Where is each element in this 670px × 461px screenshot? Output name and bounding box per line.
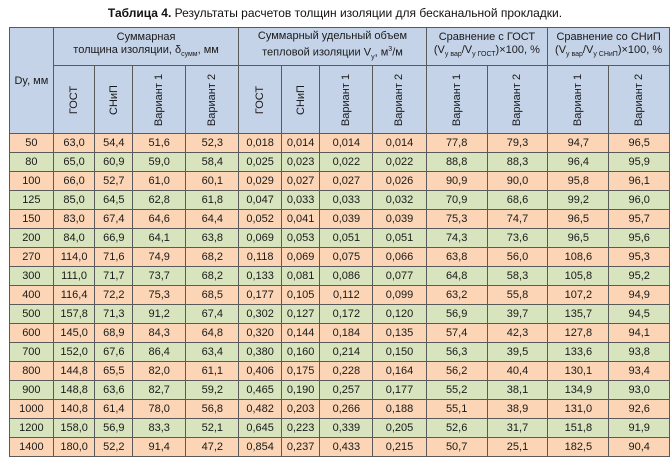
table-cell: 0,118 <box>239 248 281 267</box>
table-cell: 0,014 <box>281 134 319 153</box>
table-cell: 38,9 <box>487 400 547 419</box>
table-cell: 67,4 <box>95 210 133 229</box>
table-cell: 0,069 <box>239 229 281 248</box>
cell-dy: 200 <box>10 229 54 248</box>
table-cell: 0,223 <box>281 419 319 438</box>
table-row <box>10 153 670 172</box>
table-cell: 0,086 <box>320 267 373 286</box>
table-cell: 0,433 <box>320 438 373 457</box>
cell-dy: 80 <box>10 153 54 172</box>
cell-dy: 400 <box>10 286 54 305</box>
cell-dy: 1400 <box>10 438 54 457</box>
table-cell: 144,8 <box>53 362 95 381</box>
table-cell: 0,029 <box>239 172 281 191</box>
table-cell: 92,6 <box>609 400 670 419</box>
table-cell: 52,1 <box>186 419 239 438</box>
table-cell: 70,9 <box>426 191 487 210</box>
table-cell: 88,8 <box>426 153 487 172</box>
table-cell: 0,051 <box>320 229 373 248</box>
table-cell: 0,041 <box>281 210 319 229</box>
table-cell: 73,7 <box>133 267 186 286</box>
table-cell: 0,051 <box>373 229 426 248</box>
table-row <box>10 134 670 153</box>
table-cell: 0,023 <box>281 153 319 172</box>
table-cell: 0,018 <box>239 134 281 153</box>
table-cell: 83,3 <box>133 419 186 438</box>
table-cell: 0,214 <box>320 343 373 362</box>
header-total-thickness: Суммарная толщина изоляции, $\delta_{сумм}$, мм <box>53 28 239 66</box>
table-cell: 56,8 <box>186 400 239 419</box>
table-cell: 86,4 <box>133 343 186 362</box>
table-cell: 96,0 <box>609 191 670 210</box>
table-cell: 40,4 <box>487 362 547 381</box>
table-row <box>10 210 670 229</box>
table-cell: 0,014 <box>373 134 426 153</box>
cell-dy: 50 <box>10 134 54 153</box>
table-cell: 0,172 <box>320 305 373 324</box>
subheader-var2: Вариант 2 <box>186 66 239 134</box>
table-cell: 51,6 <box>133 134 186 153</box>
subheader-gost: ГОСТ <box>53 66 95 134</box>
subheader-var2: Вариант 2 <box>487 66 547 134</box>
table-row <box>10 362 670 381</box>
table-cell: 90,0 <box>487 172 547 191</box>
table-cell: 0,406 <box>239 362 281 381</box>
table-cell: 95,9 <box>609 153 670 172</box>
caption-label: Таблица 4. <box>107 6 172 20</box>
table-cell: 58,3 <box>487 267 547 286</box>
table-cell: 83,0 <box>53 210 95 229</box>
table-cell: 105,8 <box>548 267 609 286</box>
table-cell: 55,1 <box>426 400 487 419</box>
table-cell: 95,8 <box>548 172 609 191</box>
table-cell: 25,1 <box>487 438 547 457</box>
table-cell: 96,5 <box>548 210 609 229</box>
table-cell: 68,2 <box>186 267 239 286</box>
table-cell: 63,6 <box>95 381 133 400</box>
table-cell: 158,0 <box>53 419 95 438</box>
table-cell: 63,2 <box>426 286 487 305</box>
table-cell: 91,2 <box>133 305 186 324</box>
table-cell: 0,184 <box>320 324 373 343</box>
table-cell: 0,069 <box>281 248 319 267</box>
table-cell: 72,2 <box>95 286 133 305</box>
table-cell: 0,022 <box>320 153 373 172</box>
table-cell: 134,9 <box>548 381 609 400</box>
table-cell: 0,177 <box>373 381 426 400</box>
table-cell: 127,8 <box>548 324 609 343</box>
table-cell: 0,133 <box>239 267 281 286</box>
table-cell: 61,0 <box>133 172 186 191</box>
table-cell: 78,0 <box>133 400 186 419</box>
table-cell: 0,026 <box>373 172 426 191</box>
table-row <box>10 305 670 324</box>
table-cell: 75,3 <box>426 210 487 229</box>
table-cell: 61,4 <box>95 400 133 419</box>
table-cell: 0,380 <box>239 343 281 362</box>
table-cell: 0,077 <box>373 267 426 286</box>
table-cell: 56,9 <box>95 419 133 438</box>
table-cell: 63,8 <box>186 229 239 248</box>
table-row <box>10 438 670 457</box>
table-cell: 82,0 <box>133 362 186 381</box>
table-cell: 0,228 <box>320 362 373 381</box>
table-row <box>10 381 670 400</box>
table-row <box>10 191 670 210</box>
table-cell: 0,645 <box>239 419 281 438</box>
table-cell: 56,0 <box>487 248 547 267</box>
table-cell: 0,081 <box>281 267 319 286</box>
table-cell: 68,9 <box>95 324 133 343</box>
table-cell: 60,9 <box>95 153 133 172</box>
table-cell: 0,160 <box>281 343 319 362</box>
table-cell: 95,3 <box>609 248 670 267</box>
cell-dy: 150 <box>10 210 54 229</box>
table-cell: 39,5 <box>487 343 547 362</box>
table-row <box>10 267 670 286</box>
cell-dy: 800 <box>10 362 54 381</box>
table-cell: 61,1 <box>186 362 239 381</box>
insulation-table <box>9 27 670 457</box>
table-cell: 93,4 <box>609 362 670 381</box>
cell-dy: 125 <box>10 191 54 210</box>
table-cell: 0,014 <box>320 134 373 153</box>
table-row <box>10 229 670 248</box>
table-cell: 71,7 <box>95 267 133 286</box>
table-cell: 0,112 <box>320 286 373 305</box>
table-cell: 0,025 <box>239 153 281 172</box>
table-cell: 95,2 <box>609 267 670 286</box>
table-cell: 96,5 <box>548 229 609 248</box>
table-cell: 107,2 <box>548 286 609 305</box>
table-cell: 73,6 <box>487 229 547 248</box>
table-row <box>10 343 670 362</box>
table-cell: 96,1 <box>609 172 670 191</box>
table-cell: 84,0 <box>53 229 95 248</box>
table-cell: 96,4 <box>548 153 609 172</box>
table-cell: 94,5 <box>609 305 670 324</box>
table-cell: 52,3 <box>186 134 239 153</box>
table-cell: 0,066 <box>373 248 426 267</box>
table-cell: 131,0 <box>548 400 609 419</box>
header-dy: Dy, мм <box>10 28 54 134</box>
table-cell: 59,2 <box>186 381 239 400</box>
table-cell: 96,5 <box>609 134 670 153</box>
header-compare-gost: Сравнение с ГОСТ $(V_{y вар}/V_{y ГОСТ})\times 100$, % <box>426 28 548 66</box>
table-cell: 62,8 <box>133 191 186 210</box>
table-cell: 0,482 <box>239 400 281 419</box>
cell-dy: 270 <box>10 248 54 267</box>
table-cell: 63,0 <box>53 134 95 153</box>
table-cell: 0,047 <box>239 191 281 210</box>
table-cell: 0,302 <box>239 305 281 324</box>
table-cell: 68,5 <box>186 286 239 305</box>
table-cell: 91,4 <box>133 438 186 457</box>
table-cell: 0,175 <box>281 362 319 381</box>
table-cell: 95,7 <box>609 210 670 229</box>
table-cell: 85,0 <box>53 191 95 210</box>
table-cell: 91,9 <box>609 419 670 438</box>
table-cell: 74,3 <box>426 229 487 248</box>
table-cell: 79,3 <box>487 134 547 153</box>
subheader-var1: Вариант 1 <box>426 66 487 134</box>
table-cell: 64,8 <box>426 267 487 286</box>
table-cell: 0,465 <box>239 381 281 400</box>
table-cell: 60,1 <box>186 172 239 191</box>
cell-dy: 1200 <box>10 419 54 438</box>
table-cell: 90,4 <box>609 438 670 457</box>
table-cell: 151,8 <box>548 419 609 438</box>
table-cell: 88,3 <box>487 153 547 172</box>
table-cell: 93,0 <box>609 381 670 400</box>
table-cell: 94,9 <box>609 286 670 305</box>
table-cell: 57,4 <box>426 324 487 343</box>
table-cell: 133,6 <box>548 343 609 362</box>
table-cell: 67,4 <box>186 305 239 324</box>
table-cell: 111,0 <box>53 267 95 286</box>
cell-dy: 700 <box>10 343 54 362</box>
table-cell: 74,7 <box>487 210 547 229</box>
table-row <box>10 324 670 343</box>
table-cell: 75,3 <box>133 286 186 305</box>
table-cell: 0,339 <box>320 419 373 438</box>
table-cell: 94,1 <box>609 324 670 343</box>
subheader-var2: Вариант 2 <box>609 66 670 134</box>
table-row <box>10 400 670 419</box>
table-cell: 0,075 <box>320 248 373 267</box>
table-cell: 64,5 <box>95 191 133 210</box>
table-row <box>10 419 670 438</box>
table-cell: 108,6 <box>548 248 609 267</box>
table-cell: 180,0 <box>53 438 95 457</box>
table-cell: 0,033 <box>281 191 319 210</box>
table-cell: 47,2 <box>186 438 239 457</box>
table-cell: 56,2 <box>426 362 487 381</box>
table-cell: 182,5 <box>548 438 609 457</box>
table-cell: 152,0 <box>53 343 95 362</box>
table-cell: 50,7 <box>426 438 487 457</box>
table-cell: 90,9 <box>426 172 487 191</box>
table-cell: 0,033 <box>320 191 373 210</box>
table-cell: 114,0 <box>53 248 95 267</box>
table-cell: 64,8 <box>186 324 239 343</box>
table-row <box>10 172 670 191</box>
table-cell: 65,5 <box>95 362 133 381</box>
table-cell: 157,8 <box>53 305 95 324</box>
cell-dy: 600 <box>10 324 54 343</box>
table-cell: 0,120 <box>373 305 426 324</box>
table-cell: 66,0 <box>53 172 95 191</box>
subheader-var1: Вариант 1 <box>548 66 609 134</box>
subheader-snip: СНиП <box>95 66 133 134</box>
table-cell: 0,164 <box>373 362 426 381</box>
table-cell: 64,4 <box>186 210 239 229</box>
table-cell: 0,052 <box>239 210 281 229</box>
table-cell: 116,4 <box>53 286 95 305</box>
table-cell: 0,150 <box>373 343 426 362</box>
table-cell: 52,6 <box>426 419 487 438</box>
table-cell: 0,105 <box>281 286 319 305</box>
table-cell: 0,099 <box>373 286 426 305</box>
caption-text: Результаты расчетов толщин изоляции для бесканальной прокладки. <box>171 6 563 20</box>
table-cell: 0,266 <box>320 400 373 419</box>
table-cell: 0,039 <box>320 210 373 229</box>
table-cell: 94,7 <box>548 134 609 153</box>
table-cell: 0,135 <box>373 324 426 343</box>
table-cell: 0,177 <box>239 286 281 305</box>
table-cell: 0,188 <box>373 400 426 419</box>
table-cell: 95,6 <box>609 229 670 248</box>
table-cell: 0,027 <box>320 172 373 191</box>
table-cell: 59,0 <box>133 153 186 172</box>
table-cell: 0,190 <box>281 381 319 400</box>
table-cell: 52,2 <box>95 438 133 457</box>
table-cell: 56,3 <box>426 343 487 362</box>
header-compare-snip: Сравнение со СНиП $(V_{y вар}/V_{y СНиП})\times 100$, % <box>548 28 670 66</box>
table-row <box>10 248 670 267</box>
table-cell: 0,032 <box>373 191 426 210</box>
table-cell: 135,7 <box>548 305 609 324</box>
table-cell: 0,854 <box>239 438 281 457</box>
table-cell: 67,6 <box>95 343 133 362</box>
table-cell: 65,0 <box>53 153 95 172</box>
table-cell: 63,4 <box>186 343 239 362</box>
table-cell: 55,8 <box>487 286 547 305</box>
table-row <box>10 286 670 305</box>
table-cell: 68,2 <box>186 248 239 267</box>
table-caption <box>0 0 670 26</box>
table-cell: 31,7 <box>487 419 547 438</box>
table-cell: 99,2 <box>548 191 609 210</box>
table-cell: 0,205 <box>373 419 426 438</box>
table-cell: 71,3 <box>95 305 133 324</box>
table-cell: 39,7 <box>487 305 547 324</box>
table-cell: 61,8 <box>186 191 239 210</box>
table-cell: 0,022 <box>373 153 426 172</box>
table-cell: 130,1 <box>548 362 609 381</box>
table-cell: 0,215 <box>373 438 426 457</box>
subheader-snip: СНиП <box>281 66 319 134</box>
table-cell: 0,039 <box>373 210 426 229</box>
table-cell: 82,7 <box>133 381 186 400</box>
subheader-var1: Вариант 1 <box>320 66 373 134</box>
table-cell: 0,053 <box>281 229 319 248</box>
table-cell: 64,6 <box>133 210 186 229</box>
table-cell: 0,127 <box>281 305 319 324</box>
cell-dy: 300 <box>10 267 54 286</box>
cell-dy: 900 <box>10 381 54 400</box>
table-cell: 0,237 <box>281 438 319 457</box>
table-cell: 140,8 <box>53 400 95 419</box>
table-cell: 93,8 <box>609 343 670 362</box>
table-cell: 74,9 <box>133 248 186 267</box>
cell-dy: 100 <box>10 172 54 191</box>
table-cell: 64,1 <box>133 229 186 248</box>
table-cell: 38,1 <box>487 381 547 400</box>
subheader-var1: Вариант 1 <box>133 66 186 134</box>
cell-dy: 1000 <box>10 400 54 419</box>
table-cell: 77,8 <box>426 134 487 153</box>
table-cell: 54,4 <box>95 134 133 153</box>
table-cell: 84,3 <box>133 324 186 343</box>
table-cell: 58,4 <box>186 153 239 172</box>
cell-dy: 500 <box>10 305 54 324</box>
table-cell: 0,257 <box>320 381 373 400</box>
table-cell: 63,8 <box>426 248 487 267</box>
table-cell: 55,2 <box>426 381 487 400</box>
subheader-gost: ГОСТ <box>239 66 281 134</box>
header-specific-volume: Суммарный удельный объем тепловой изоляции $V_y$, $м^3/м$ <box>239 28 426 66</box>
subheader-var2: Вариант 2 <box>373 66 426 134</box>
table-cell: 0,203 <box>281 400 319 419</box>
table-cell: 145,0 <box>53 324 95 343</box>
table-cell: 52,7 <box>95 172 133 191</box>
table-cell: 0,320 <box>239 324 281 343</box>
table-cell: 148,8 <box>53 381 95 400</box>
table-cell: 56,9 <box>426 305 487 324</box>
table-cell: 0,027 <box>281 172 319 191</box>
table-cell: 71,6 <box>95 248 133 267</box>
table-cell: 0,144 <box>281 324 319 343</box>
table-cell: 68,6 <box>487 191 547 210</box>
table-cell: 66,9 <box>95 229 133 248</box>
table-cell: 42,3 <box>487 324 547 343</box>
